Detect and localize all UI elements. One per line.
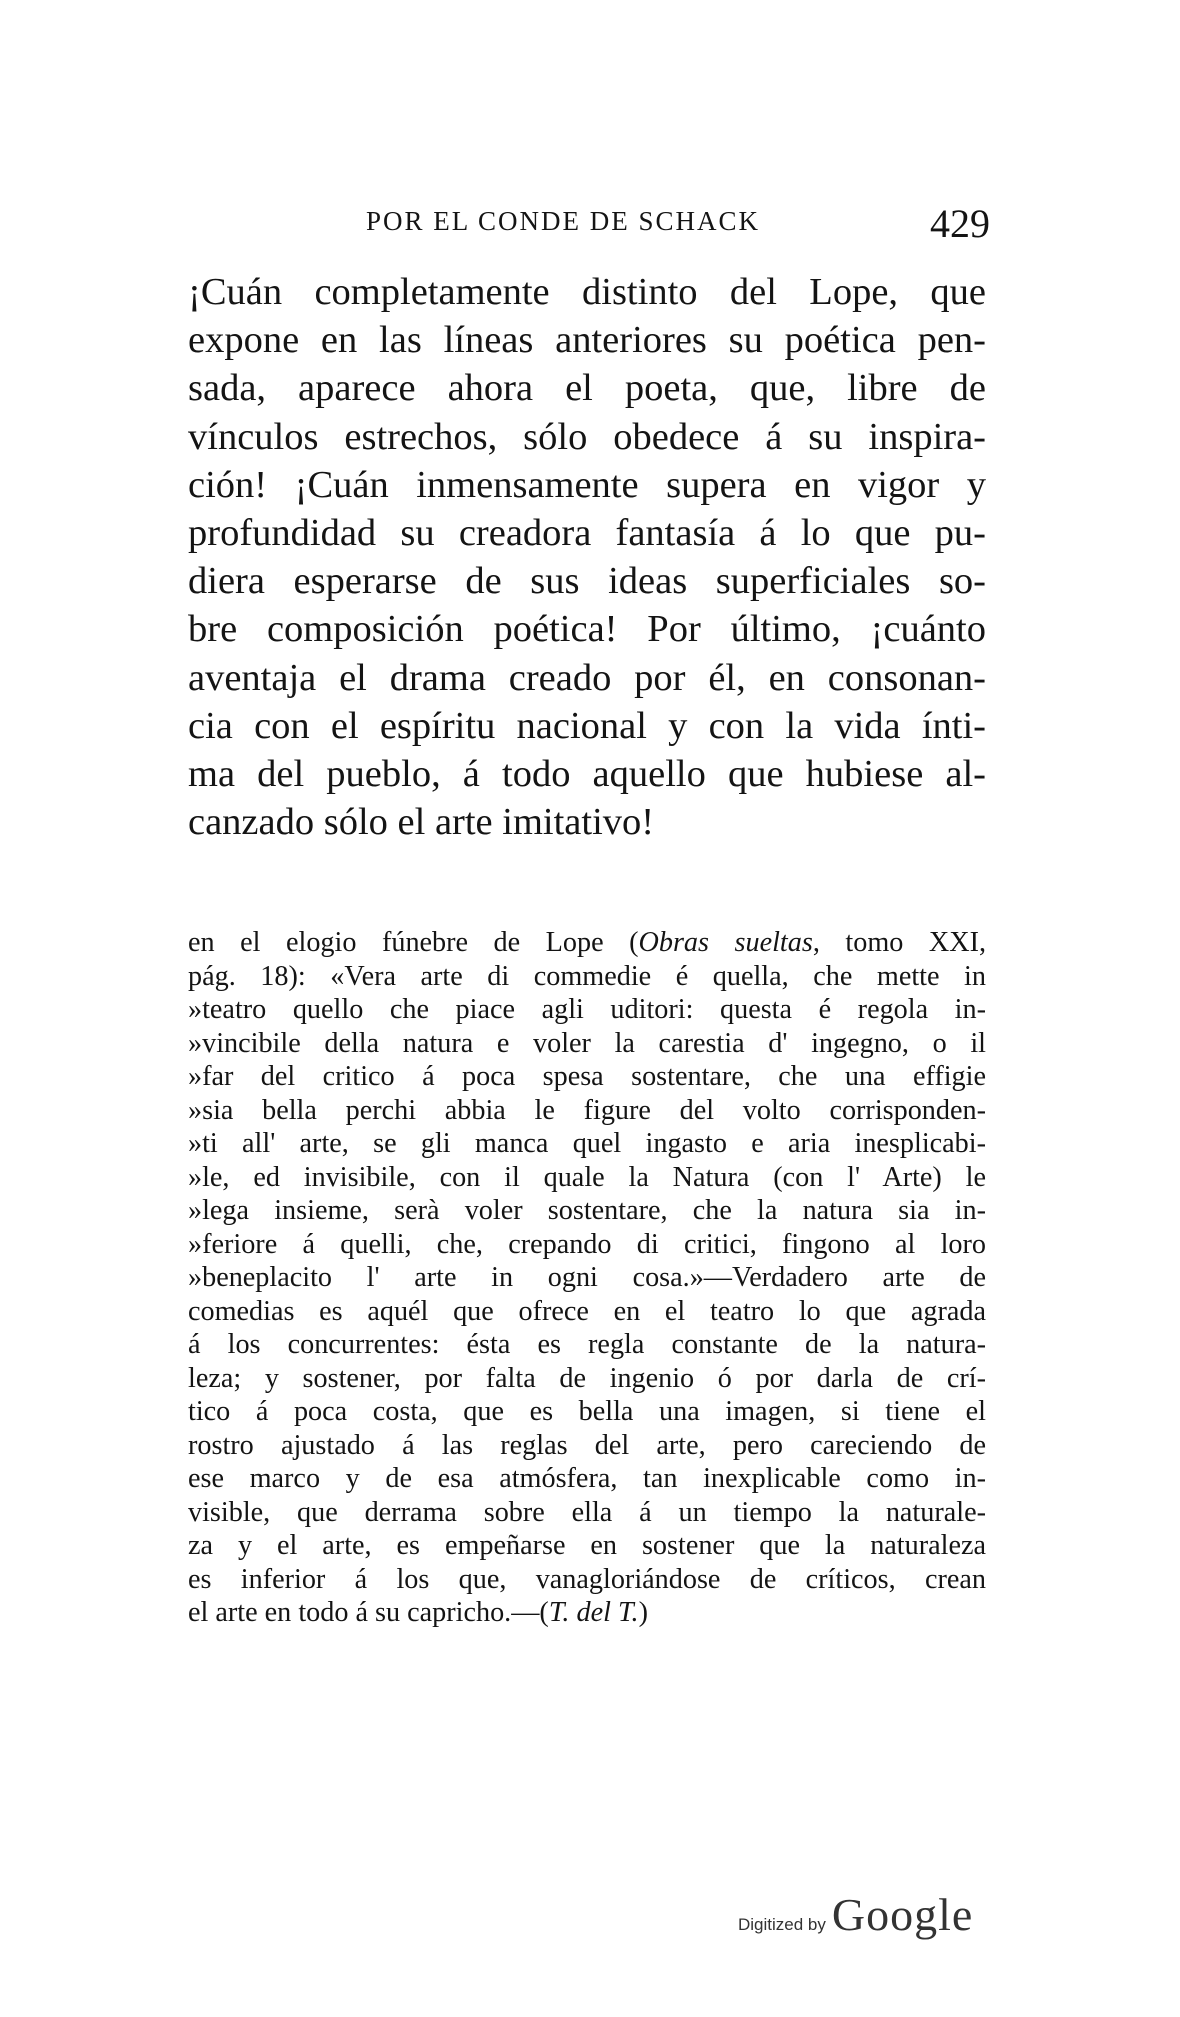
body-line: ción! ¡Cuán inmensamente supera en vigor y xyxy=(188,463,986,506)
running-title: POR EL CONDE DE SCHACK xyxy=(366,206,761,236)
footnote-line: comedias es aquél que ofrece en el teatro lo que agrada xyxy=(188,1295,986,1327)
footnote-italic-title: Obras sueltas xyxy=(638,927,813,958)
footnote-text: , tomo XXI, xyxy=(812,927,987,958)
footnote-line: rostro ajustado á las reglas del arte, pero careciendo de xyxy=(188,1429,986,1461)
footnote-line: pág. 18): «Vera arte di commedie é quella, che mette in xyxy=(188,960,986,992)
footnote-text: en el elogio fúnebre de Lope ( xyxy=(188,927,639,958)
footnote-line: á los concurrentes: ésta es regla constante de la natura- xyxy=(188,1329,986,1360)
body-line: canzado sólo el arte imitativo! xyxy=(188,801,655,844)
translator-note-mark: T. del T. xyxy=(548,1597,639,1628)
digitized-watermark xyxy=(738,1888,973,1948)
body-line: ¡Cuán completamente distinto del Lope, que xyxy=(188,271,986,313)
body-line: sada, aparece ahora el poeta, que, libre de xyxy=(188,367,986,410)
footnote-line: »feriore á quelli, che, crepando di critici, fingono al loro xyxy=(188,1228,986,1260)
body-paragraph xyxy=(188,268,986,846)
footnote-line: leza; y sostener, por falta de ingenio ó por darla de crí- xyxy=(188,1362,986,1394)
footnote-line: za y el arte, es empeñarse en sostener que la naturaleza xyxy=(188,1530,986,1561)
footnote-line: »sia bella perchi abbia le figure del volto corrisponden- xyxy=(188,1094,986,1126)
body-line: bre composición poética! Por último, ¡cuánto xyxy=(188,608,986,651)
body-line: diera esperarse de sus ideas superficiales so- xyxy=(188,560,986,603)
footnote-line: tico á poca costa, que es bella una imagen, si tiene el xyxy=(188,1396,986,1427)
body-line: cia con el espíritu nacional y con la vida ínti- xyxy=(188,704,986,747)
footnote-line xyxy=(188,926,986,960)
footnote-line: »le, ed invisibile, con il quale la Natura (con l' Arte) le xyxy=(188,1161,986,1193)
google-logo: Google xyxy=(831,1889,974,1940)
footnote-line: »lega insieme, serà voler sostentare, che la natura sia in- xyxy=(188,1195,986,1226)
footnote-text: el arte en todo á su capricho.—( xyxy=(188,1597,549,1628)
running-head xyxy=(360,201,990,246)
body-line: ma del pueblo, á todo aquello que hubiese al- xyxy=(188,752,986,795)
digitized-by-label: Digitized by xyxy=(738,1915,826,1934)
footnote-text: ) xyxy=(638,1597,648,1628)
footnote-line: ese marco y de esa atmósfera, tan inexplicable como in- xyxy=(188,1463,986,1494)
body-line: profundidad su creadora fantasía á lo que pu- xyxy=(188,511,986,554)
footnote-line: visible, que derrama sobre ella á un tiempo la naturale- xyxy=(188,1496,986,1528)
footnote xyxy=(188,926,986,1630)
footnote-line xyxy=(188,1596,986,1630)
body-line: aventaja el drama creado por él, en consonan- xyxy=(188,656,986,699)
footnote-line: »teatro quello che piace agli uditori: questa é regola in- xyxy=(188,994,986,1025)
page-number: 429 xyxy=(930,201,990,246)
footnote-line: »vincibile della natura e voler la carestia d' ingegno, o il xyxy=(188,1027,986,1059)
footnote-line: »beneplacito l' arte in ogni cosa.»—Verdadero arte de xyxy=(188,1262,986,1293)
body-line: vínculos estrechos, sólo obedece á su inspira- xyxy=(188,415,986,458)
footnote-line: es inferior á los que, vanagloriándose de críticos, crean xyxy=(188,1563,986,1595)
footnote-line: »far del critico á poca spesa sostentare, che una effigie xyxy=(188,1061,986,1092)
footnote-line: »ti all' arte, se gli manca quel ingasto e aria inesplicabi- xyxy=(188,1128,986,1159)
body-line: expone en las líneas anteriores su poética pen- xyxy=(188,319,986,362)
